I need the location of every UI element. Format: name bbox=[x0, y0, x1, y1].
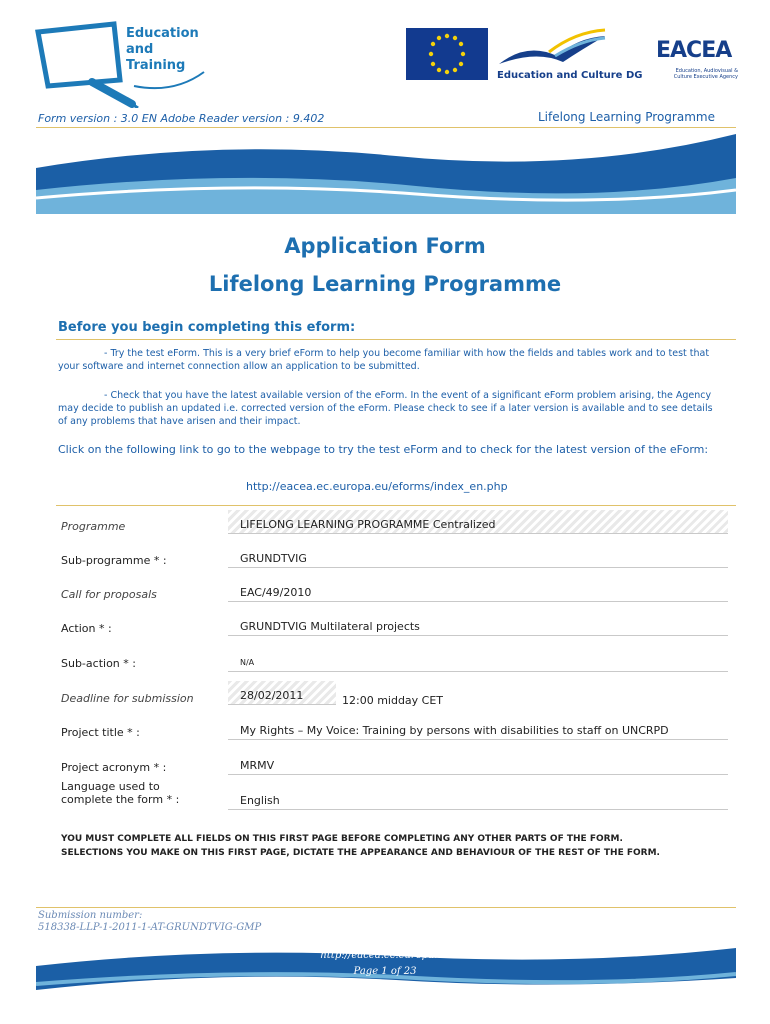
page-subtitle: Lifelong Learning Programme bbox=[208, 272, 562, 296]
deadline-time: 12:00 midday CET bbox=[342, 694, 444, 707]
eform-link[interactable]: http://eacea.ec.europa.eu/eforms/index_en.php bbox=[246, 480, 508, 493]
project-title-field[interactable]: My Rights – My Voice: Training by persons with disabilities to staff on UNCRPD bbox=[228, 716, 728, 740]
call-field: EAC/49/2010 bbox=[228, 578, 728, 602]
dg-label: Education and Culture DG bbox=[497, 70, 643, 81]
click-instruction: Click on the following link to go to the webpage to try the test eForm and to check for the latest version of the eForm: bbox=[58, 443, 709, 456]
intro-paragraph-test-eform: - Try the test eForm. This is a very brief eForm to help you become familiar with how the fields and tables work and to test that your software and internet connection allow an application to be submitted. bbox=[58, 348, 710, 372]
eacea-logo: EACEA bbox=[656, 38, 732, 63]
intro-divider bbox=[56, 339, 736, 340]
deadline-label: Deadline for submission bbox=[61, 692, 194, 705]
eacea-subtitle: Education, Audiovisual & Culture Executive Agency bbox=[673, 68, 738, 80]
submission-label: Submission number: bbox=[38, 910, 143, 921]
page-number: Page 1 of 23 bbox=[353, 966, 417, 977]
programme-label: Programme bbox=[61, 520, 126, 533]
education-training-logo-text: Education and Training bbox=[126, 26, 199, 73]
acronym-field[interactable]: MRMV bbox=[228, 751, 728, 775]
subaction-label: Sub-action * : bbox=[61, 657, 136, 670]
fields-divider bbox=[56, 505, 736, 506]
eu-flag-icon bbox=[406, 28, 488, 80]
deadline-field: 28/02/2011 bbox=[228, 681, 336, 705]
footer-url: http://eacea.ec.europa.eu bbox=[320, 950, 450, 961]
notice-line-2: SELECTIONS YOU MAKE ON THIS FIRST PAGE, DICTATE THE APPEARANCE AND BEHAVIOUR OF THE REST OF THE FORM. bbox=[61, 848, 660, 858]
action-label: Action * : bbox=[61, 622, 112, 635]
call-label: Call for proposals bbox=[61, 588, 157, 601]
subaction-field[interactable]: N/A bbox=[228, 648, 728, 672]
submission-number: 518338-LLP-1-2011-1-AT-GRUNDTVIG-GMP bbox=[38, 922, 262, 933]
language-field[interactable]: English bbox=[228, 786, 728, 810]
project-title-label: Project title * : bbox=[61, 726, 140, 739]
subprogramme-field[interactable]: GRUNDTVIG bbox=[228, 544, 728, 568]
footer-divider bbox=[36, 907, 736, 908]
form-version: Form version : 3.0 EN Adobe Reader version : 9.402 bbox=[38, 112, 325, 125]
subprogramme-label: Sub-programme * : bbox=[61, 554, 167, 567]
action-field[interactable]: GRUNDTVIG Multilateral projects bbox=[228, 612, 728, 636]
page-title: Application Form bbox=[284, 234, 486, 258]
programme-field: LIFELONG LEARNING PROGRAMME Centralized bbox=[228, 510, 728, 534]
language-label: Language used to complete the form * : bbox=[61, 780, 180, 806]
intro-heading: Before you begin completing this eform: bbox=[58, 320, 356, 335]
notice-line-1: YOU MUST COMPLETE ALL FIELDS ON THIS FIRST PAGE BEFORE COMPLETING ANY OTHER PARTS OF THE FORM. bbox=[61, 834, 623, 844]
programme-header: Lifelong Learning Programme bbox=[538, 110, 715, 124]
acronym-label: Project acronym * : bbox=[61, 761, 167, 774]
intro-paragraph-latest-version: - Check that you have the latest available version of the eForm. In the event of a significant eForm problem arising, the Agency may decide to publish an updated i.e. corrected version of the eForm. Please check to see if a later version is available and to see details of any problems that have arisen and their impact. bbox=[58, 390, 713, 427]
header-wave-banner bbox=[36, 128, 736, 214]
